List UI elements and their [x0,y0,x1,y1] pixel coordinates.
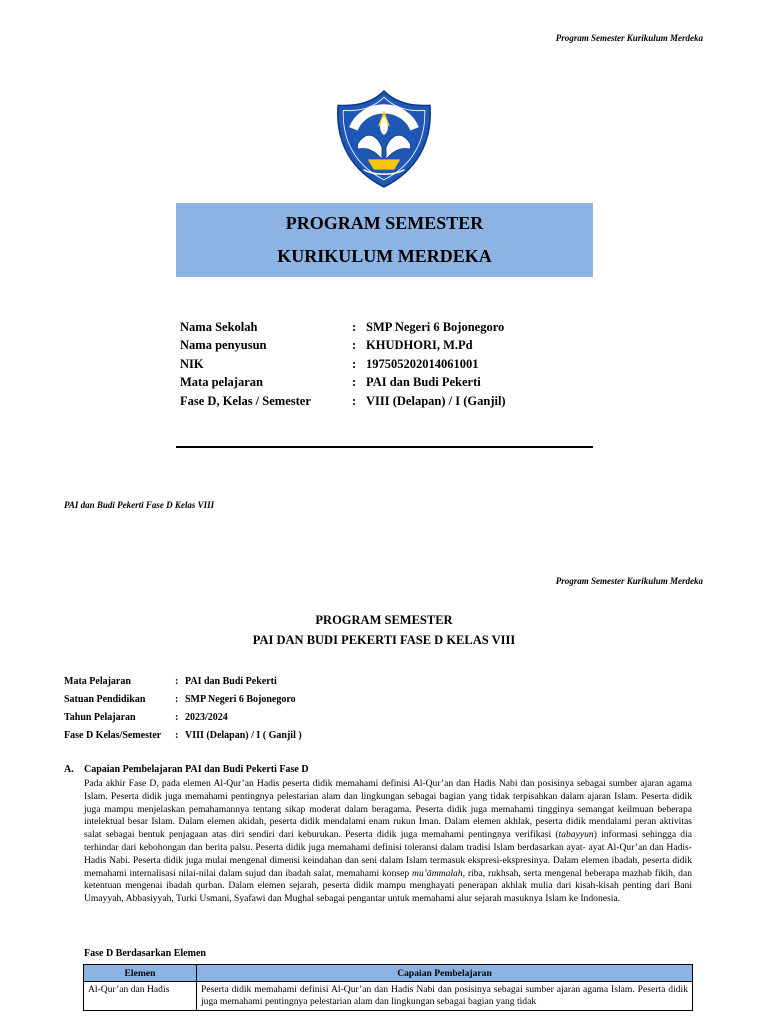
info-label: NIK [180,356,204,371]
paragraph-text: ) informasi sehingga dia terhindar dari kebohongan dan berita palsu. Peserta didik juga memahami definisi toleransi dalam tradisi Islam berdasarkan ayat- ayat Al-Qur’an dan Hadis-Hadis Nabi. Peserta didik juga mulai mengenal dimensi keindahan dan seni dalam Islam termasuk ekspresi-ekspresinya. Dalam elemen ibadah, peserta didik memahami internalisasi nilai-nilai dalam sujud dan ibadah salat, memahami konsep [84,829,692,879]
italic-term: tabayyun [558,829,594,841]
table-cell-elemen: Al-Qur’an dan Hadis [84,982,197,1011]
table-header-row [84,965,693,982]
info-sep: : [175,730,179,742]
table-row [84,982,693,1011]
info-row [180,392,506,411]
info-label: Tahun Pelajaran [64,711,136,723]
table-header-capaian: Capaian Pembelajaran [197,965,693,982]
title-line-1: PROGRAM SEMESTER [285,213,484,233]
section-number: A. [64,764,74,775]
title-box [176,203,593,277]
info-row [64,672,302,690]
info-row [64,727,302,745]
info-row [180,337,506,356]
info-value: SMP Negeri 6 Bojonegoro [366,319,505,334]
info-label: Mata pelajaran [180,375,263,390]
program-title-line-1: PROGRAM SEMESTER [315,613,453,627]
info-value: 197505202014061001 [366,356,479,371]
info-sep: : [352,356,357,371]
info-label: Nama Sekolah [180,319,258,334]
info-label: Mata Pelajaran [64,675,131,687]
page-footer: PAI dan Budi Pekerti Fase D Kelas VIII [64,500,215,510]
info-row [64,690,302,708]
tut-wuri-handayani-logo [333,88,435,190]
italic-term: mu’āmmalah [412,867,463,879]
capaian-paragraph [84,778,692,906]
info-row [64,708,302,726]
divider-line [176,446,593,448]
fase-heading: Fase D Berdasarkan Elemen [84,948,206,959]
info-value: VIII (Delapan) / I (Ganjil) [366,393,506,408]
info-label: Fase D, Kelas / Semester [180,393,311,408]
section-a-heading [64,764,309,775]
info-label: Fase D Kelas/Semester [64,730,162,742]
info-value: 2023/2024 [185,711,228,723]
info-value: VIII (Delapan) / I ( Ganjil ) [185,730,302,742]
info-sep: : [175,693,179,705]
title-line-2: KURIKULUM MERDEKA [277,246,492,266]
info-value: PAI dan Budi Pekerti [366,375,481,390]
info-value: PAI dan Budi Pekerti [185,675,277,687]
info-sep: : [352,393,357,408]
info-sep: : [352,319,357,334]
info-value: KHUDHORI, M.Pd [366,338,473,353]
info-row [180,374,506,393]
info-sep: : [175,711,179,723]
table-cell-capaian: Peserta didik memahami definisi Al-Qur’an dan Hadis Nabi dan posisinya sebagai sumber ajaran agama Islam. Peserta didik juga memahami pentingnya pelestarian alam dan lingkungan sebagai bagian yang tidak [197,982,693,1011]
info-label: Nama penyusun [180,338,267,353]
info-sep: : [352,375,357,390]
info-label: Satuan Pendidikan [64,693,146,705]
page-header: Program Semester Kurikulum Merdeka [555,576,703,586]
section-title: Capaian Pembelajaran PAI dan Budi Pekerti Fase D [84,764,309,775]
page-header: Program Semester Kurikulum Merdeka [555,33,703,43]
paragraph-text: , riba, rukhsah, serta mengenal beberapa mazhab fikih, dan ketentuan mengenai ibadah qurban. Dalam elemen sejarah, peserta didik mampu menghayati penerapan akhlak mulia dari kisah-kisah penting dari Bani Umayyah, Abbasiyyah, Turki Usmani, Syafawi dan Mughal sebagai pengantar untuk memahami alur sejarah masuknya Islam ke Indonesia. [84,867,692,905]
info-value: SMP Negeri 6 Bojonegoro [185,693,296,705]
capaian-table [83,964,693,1011]
info-row [180,318,506,337]
info-row [180,355,506,374]
table-header-elemen: Elemen [84,965,197,982]
school-info [180,318,506,411]
subject-info [64,672,302,745]
info-sep: : [175,675,179,687]
program-title-line-2: PAI DAN BUDI PEKERTI FASE D KELAS VIII [252,633,516,647]
info-sep: : [352,338,357,353]
paragraph-text: Pada akhir Fase D, pada elemen Al-Qur’an Hadis peserta didik memahami definisi Al-Qur’an dan Hadis Nabi dan posisinya sebagai sumber ajaran agama Islam. Peserta didik juga memahami pentingnya pelestarian alam dan lingkungan sebagai bagian yang tidak terpisahkan dalam ajaran Islam. Peserta didik juga mampu menjelaskan pemahamannya tentang sikap moderat dalam beragama. Peserta didik juga memahami tingginya semangat keilmuan beberapa intelektual besar Islam. Dalam elemen akidah, peserta didik mendalami enam rukun Iman. Dalam elemen akhlak, peserta didik mendalami peran aktivitas salat sebagai bentuk penjagaan atas diri sendiri dari keburukan. Peserta didik juga memahami pentingnya verifikasi ( [84,778,692,841]
